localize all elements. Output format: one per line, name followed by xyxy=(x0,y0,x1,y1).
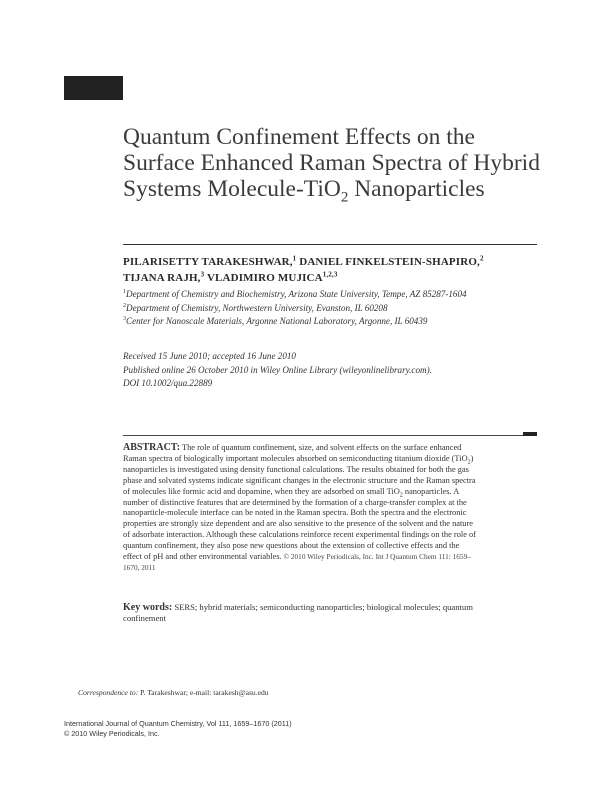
copyright: © 2010 Wiley Periodicals, Inc. xyxy=(64,728,160,738)
abstract-divider xyxy=(123,435,537,436)
keywords-label: Key words: xyxy=(123,602,173,613)
title-divider xyxy=(123,244,537,245)
journal-footer xyxy=(64,719,534,738)
author-list: PILARISETTY TARAKESHWAR,$^1$ DANIEL FINKELSTEIN-SHAPIRO,$^2$ TIJANA RAJH,$^3$ VLADIMIRO MUJICA$^{1,2,3}$ xyxy=(123,254,484,284)
author-name: TIJANA RAJH, xyxy=(123,272,201,284)
keywords: Key words: SERS; hybrid materials; semiconducting nanoparticles; biological molecules; quantum confinement xyxy=(123,602,473,623)
affiliation-item: $^1$Department of Chemistry and Biochemistry, Arizona State University, Tempe, AZ 85287-1604 xyxy=(123,288,467,299)
abstract-label: ABSTRACT: xyxy=(123,442,181,453)
article-title: Quantum Confinement Effects on the Surface Enhanced Raman Spectra of Hybrid Systems Molecule-TiO$_2$ Nanoparticles xyxy=(123,124,540,206)
published-date: Published online 26 October 2010 in Wiley Online Library (wileyonlinelibrary.com). xyxy=(123,364,432,375)
affiliation-item: $^3$Center for Nanoscale Materials, Argonne National Laboratory, Argonne, IL 60439 xyxy=(123,315,428,326)
journal-section-tab xyxy=(64,76,123,100)
affiliations xyxy=(123,288,543,329)
affiliation-item: $^2$Department of Chemistry, Northwestern University, Evanston, IL 60208 xyxy=(123,302,388,313)
author-name: VLADIMIRO MUJICA xyxy=(206,272,323,284)
correspondence: Correspondence to: P. Tarakeshwar; e-mail: tarakesh@asu.edu xyxy=(78,688,269,697)
abstract: ABSTRACT: The role of quantum confinement, size, and solvent effects on the surface enhanced Raman spectra of biologically important molecules absorbed on semiconducting titanium dioxide (TiO$_2$) nanoparticles is investigated using density functional calculations. The results obtained for both the gas phase and solvated systems indicate significant changes in the electronic structure and the Raman spectra of molecules like formic acid and dopamine, when they are adsorbed on small TiO$_2$ nanoparticles. A number of distinctive features that are determined by the formation of a charge-transfer complex at the nanoparticle-molecule interface can be noted in the Raman spectra. Both the spectra and the electronic properties are strongly size dependent and are also sensitive to the presence of the solvent and the nature of adsorbate interaction. Although these calculations reinforce recent experimental findings on the role of quantum confinement, they also pose new questions about the extension of collective effects and the effect of pH and other environmental variables. © 2010 Wiley Periodicals, Inc. Int J Quantum Chem 111: 1659–1670, 2011 xyxy=(123,442,477,572)
abstract-citation: © 2010 Wiley Periodicals, Inc. Int J Quantum Chem 111: 1659–1670, 2011 xyxy=(123,552,471,572)
author-name: DANIEL FINKELSTEIN-SHAPIRO, xyxy=(299,256,480,268)
correspondence-label: Correspondence to: xyxy=(78,688,139,697)
received-date: Received 15 June 2010; accepted 16 June 2010 xyxy=(123,351,296,361)
journal-citation: International Journal of Quantum Chemistry, Vol 111, 1659–1670 (2011) xyxy=(64,719,292,728)
doi: DOI 10.1002/qua.22889 xyxy=(123,378,213,388)
abstract-divider-mark xyxy=(523,432,537,436)
author-name: PILARISETTY TARAKESHWAR, xyxy=(123,256,293,268)
publication-dates xyxy=(123,350,543,391)
